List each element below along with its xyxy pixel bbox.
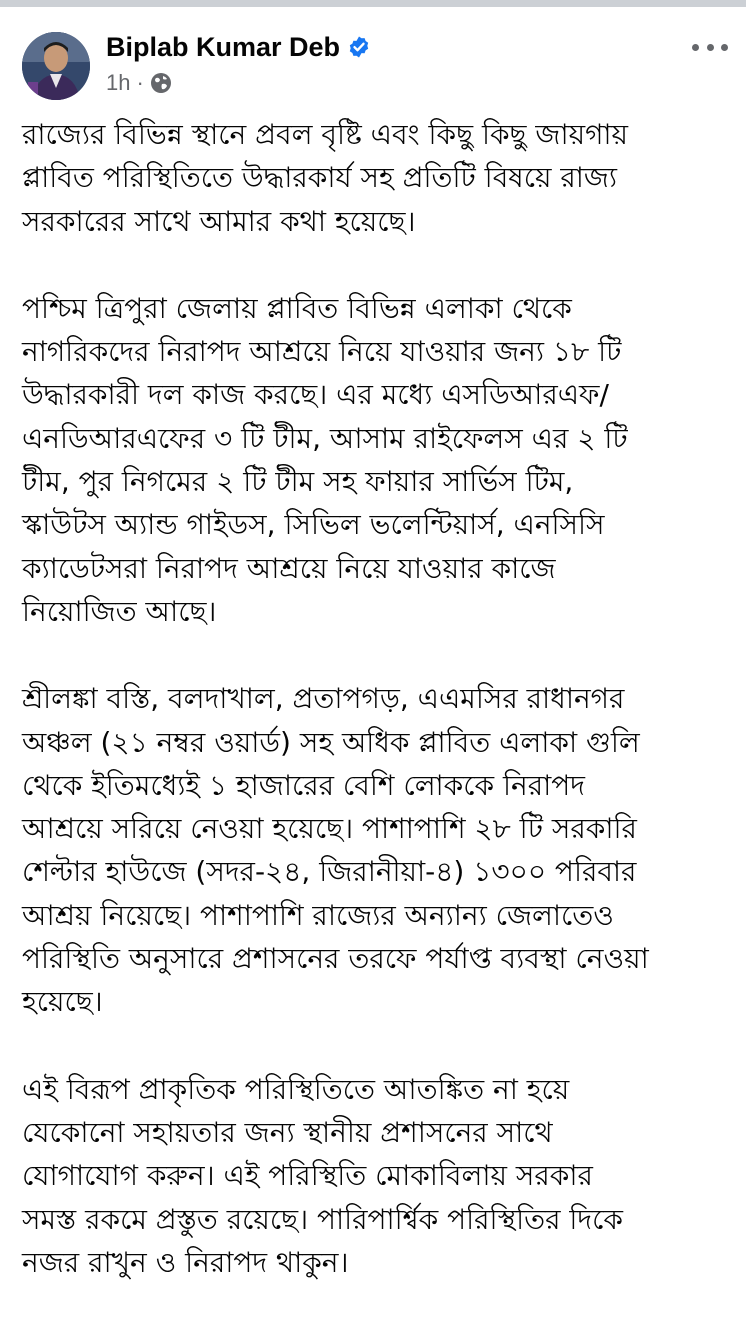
- verified-badge-icon: [347, 35, 371, 59]
- post-meta: [106, 68, 172, 98]
- post-paragraph-2: পশ্চিম ত্রিপুরা জেলায় প্লাবিত বিভিন্ন এলাকা থেকে নাগরিকদের নিরাপদ আশ্রয়ে নিয়ে যাওয়ার জন্য ১৮ টি উদ্ধারকারী দল কাজ করছে। এর মধ্যে এসডিআরএফ/ এনডিআরএফের ৩ টি টীম, আসাম রাইফেলস এর ২ টি টীম, পুর নিগমের ২ টি টীম সহ ফায়ার সার্ভিস টিম, স্কাউটস অ্যান্ড গাইডস, সিভিল ভলেন্টিয়ার্স, এনসিসি ক্যাডেটসরা নিরাপদ আশ্রয়ে নিয়ে যাওয়ার কাজে নিয়োজিত আছে।: [22, 291, 628, 628]
- author-name[interactable]: Biplab Kumar Deb: [106, 31, 341, 62]
- globe-icon[interactable]: [150, 72, 172, 94]
- avatar[interactable]: [22, 32, 90, 100]
- post-body: [22, 113, 728, 1328]
- more-dot: [692, 44, 699, 51]
- more-options-icon[interactable]: [692, 37, 728, 57]
- more-dot: [707, 44, 714, 51]
- meta-separator: ·: [136, 70, 144, 95]
- feed-divider: [0, 0, 746, 7]
- more-dot: [721, 44, 728, 51]
- author-line: [106, 29, 371, 65]
- post-paragraph-3: শ্রীলঙ্কা বস্তি, বলদাখাল, প্রতাপগড়, এএমসির রাধানগর অঞ্চল (২১ নম্বর ওয়ার্ড) সহ অধিক প্লাবিত এলাকা গুলি থেকে ইতিমধ্যেই ১ হাজারের বেশি লোককে নিরাপদ আশ্রয়ে সরিয়ে নেওয়া হয়েছে। পাশাপাশি ২৮ টি সরকারি শেল্টার হাউজে (সদর-২৪, জিরানীয়া-৪) ১৩০০ পরিবার আশ্রয় নিয়েছে। পাশাপাশি রাজ্যের অন্যান্য জেলাতেও পরিস্থিতি অনুসারে প্রশাসনের তরফে পর্যাপ্ত ব্যবস্থা নেওয়া হয়েছে।: [22, 682, 649, 1019]
- post-paragraph-4: এই বিরূপ প্রাকৃতিক পরিস্থিতিতে আতঙ্কিত না হয়ে যেকোনো সহায়তার জন্য স্থানীয় প্রশাসনের সাথে যোগাযোগ করুন। এই পরিস্থিতি মোকাবিলায় সরকার সমস্ত রকমে প্রস্তুত রয়েছে। পারিপার্শ্বিক পরিস্থিতির দিকে নজর রাখুন ও নিরাপদ থাকুন।: [22, 1072, 623, 1279]
- post-timestamp[interactable]: 1h: [106, 70, 131, 95]
- post-header: [0, 7, 746, 107]
- avatar-image: [22, 32, 90, 100]
- post-paragraph-1: রাজ্যের বিভিন্ন স্থানে প্রবল বৃষ্টি এবং কিছু কিছু জায়গায় প্লাবিত পরিস্থিতিতে উদ্ধারকার্য সহ প্রতিটি বিষয়ে রাজ্য সরকারের সাথে আমার কথা হয়েছে।: [22, 118, 629, 238]
